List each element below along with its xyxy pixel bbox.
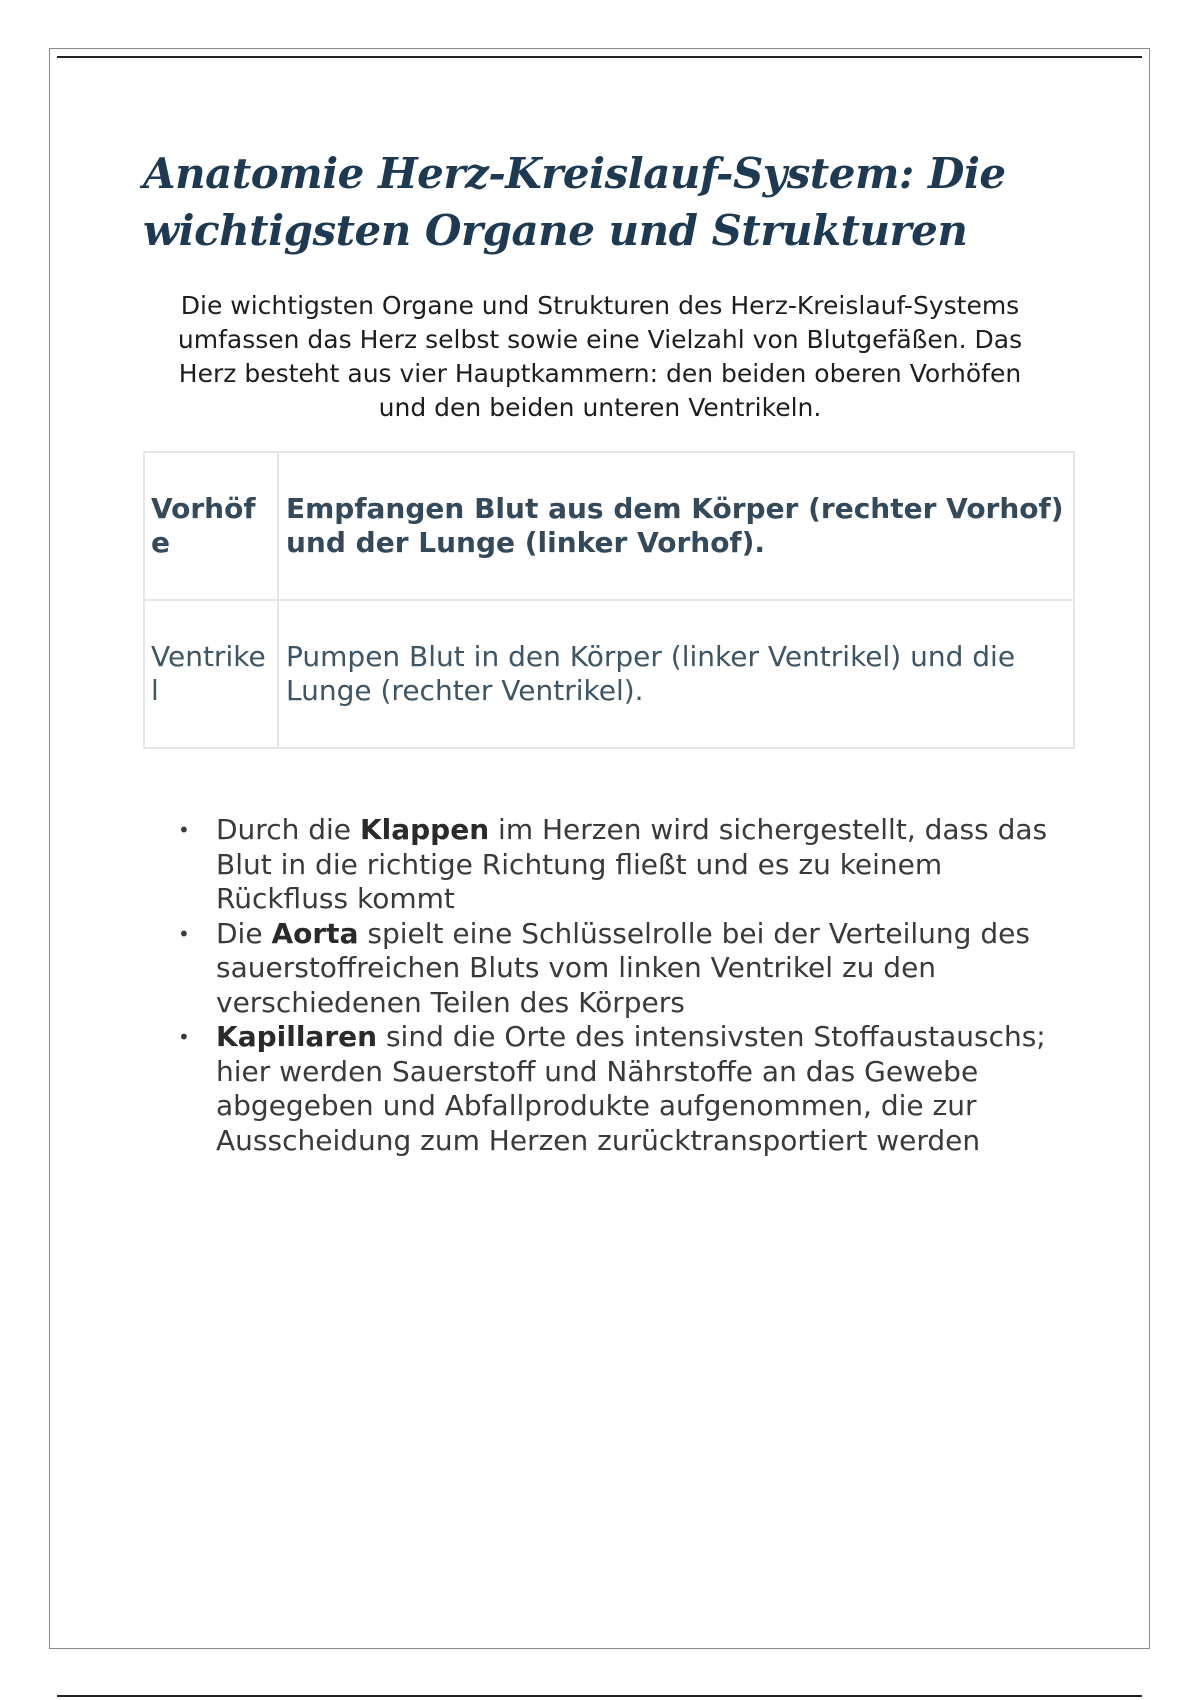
table-row <box>144 452 1074 600</box>
bullet-icon: • <box>178 1025 190 1049</box>
bullet-list <box>170 813 1070 1158</box>
bullet-text-suffix: im Herzen wird sichergestellt, dass das Blut in die richtige Richtung fließt und es zu keinem Rückfluss kommt <box>216 813 1048 915</box>
bullet-text-prefix: Die <box>216 916 272 950</box>
table-row <box>144 600 1074 748</box>
bullet-icon: • <box>178 818 190 842</box>
page-title: Anatomie Herz-Kreislauf-System: Die wichtigsten Organe und Strukturen <box>143 149 1006 255</box>
bullet-keyword: Aorta <box>271 916 359 950</box>
list-item <box>170 813 1070 917</box>
bullet-keyword: Klappen <box>359 813 490 846</box>
list-item <box>170 1020 1070 1158</box>
bullet-icon: • <box>178 921 190 946</box>
bullet-text-prefix: Durch die <box>216 813 360 846</box>
intro-paragraph: Die wichtigsten Organe und Strukturen des Herz-Kreislauf-Systems umfassen das Herz selbst sowie eine Vielzahl von Blutgefäßen. Das Herz besteht aus vier Hauptkammern: den beiden oberen Vorhöfen und den beiden unteren Ventrikeln. <box>177 291 1023 422</box>
bullet-text-suffix: spielt eine Schlüsselrolle bei der Verteilung des sauerstoffreichen Bluts vom linken Ventrikel zu den verschiedenen Teilen des Körpers <box>216 916 1030 1019</box>
bullet-text-suffix: sind die Orte des intensivsten Stoffaustauschs; hier werden Sauerstoff und Nährstoffe an das Gewebe abgegeben und Abfallprodukte aufgenommen, die zur Ausscheidung zum Herzen zurücktransportiert werden <box>216 1020 1046 1157</box>
bullet-keyword: Kapillaren <box>216 1020 378 1053</box>
table-term-cell: Vorhöfe <box>144 452 278 600</box>
list-item <box>170 917 1070 1021</box>
top-divider <box>57 56 1142 58</box>
table-term-cell: Ventrikel <box>144 600 278 748</box>
table-description-cell: Pumpen Blut in den Körper (linker Ventrikel) und die Lunge (rechter Ventrikel). <box>278 600 1074 748</box>
table-description-cell: Empfangen Blut aus dem Körper (rechter Vorhof) und der Lunge (linker Vorhof). <box>278 452 1074 600</box>
heart-chambers-table <box>143 451 1075 749</box>
bottom-divider <box>57 1695 1142 1697</box>
